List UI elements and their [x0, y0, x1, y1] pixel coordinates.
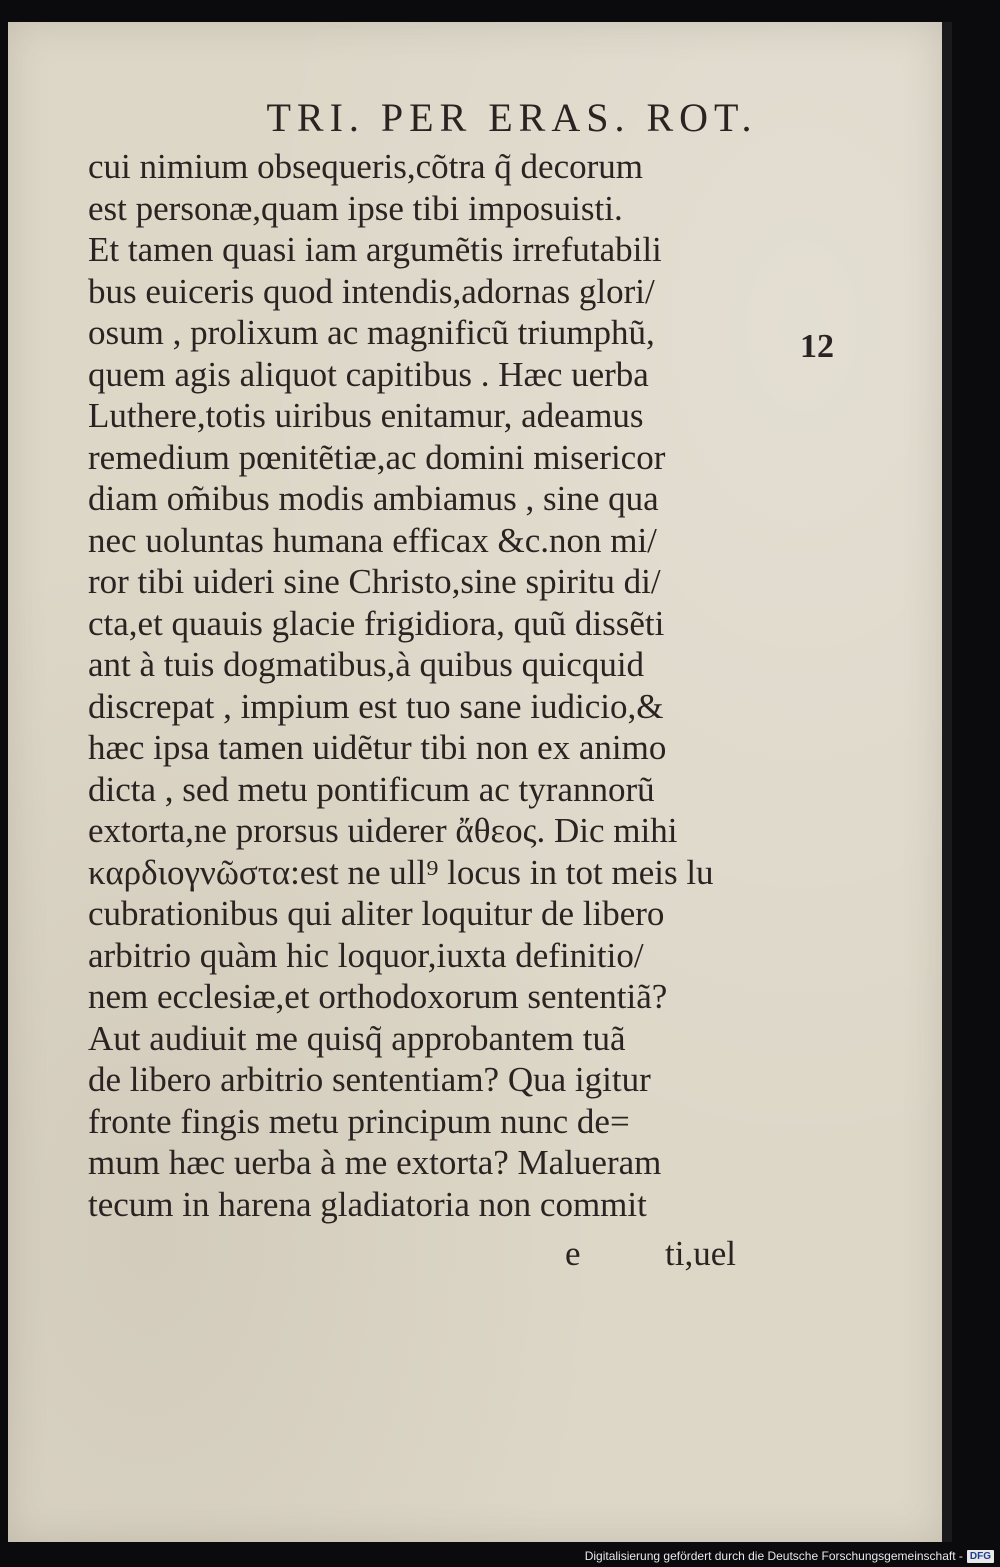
- folio-number: 12: [800, 328, 834, 365]
- text-line: nec uoluntas humana efficax &c.non mi/: [88, 520, 657, 560]
- digitization-footer: [585, 1548, 994, 1564]
- text-line: quem agis aliquot capitibus . Hæc uerba: [88, 354, 649, 394]
- running-head: TRI. PER ERAS. ROT.: [266, 95, 758, 140]
- footer-credit-text: Digitalisierung gefördert durch die Deutsche Forschungsgemeinschaft -: [584, 1549, 963, 1563]
- text-line: nem ecclesiæ,et orthodoxorum sententiã?: [88, 977, 668, 1016]
- signature-mark: e: [565, 1234, 581, 1273]
- text-line: dicta , sed metu pontificum ac tyrannorũ: [88, 769, 655, 809]
- text-line: ror tibi uideri sine Christo,sine spiritu di/: [88, 562, 661, 601]
- text-line: Aut audiuit me quisq̃ approbantem tuã: [88, 1018, 626, 1058]
- text-line: bus euiceris quod intendis,adornas glori/: [88, 271, 655, 311]
- text-line: hæc ipsa tamen uidẽtur tibi non ex animo: [88, 728, 667, 767]
- text-line: Luthere,totis uiribus enitamur, adeamus: [88, 396, 644, 435]
- dfg-logo-icon: DFG: [967, 1550, 994, 1563]
- main-text-block: [88, 146, 778, 1225]
- text-line: remedium pœnitẽtiæ,ac domini misericor: [88, 437, 666, 477]
- text-line: extorta,ne prorsus uiderer ἄθεος. Dic mihi: [88, 811, 678, 850]
- text-line: καρδιογνῶστα:est ne ull⁹ locus in tot meis lu: [88, 852, 714, 892]
- text-line: cui nimium obsequeris,cõtra q̃ decorum: [88, 147, 643, 186]
- text-line: de libero arbitrio sententiam? Qua igitur: [88, 1060, 651, 1099]
- text-line: osum , prolixum ac magnificũ triumphũ,: [88, 313, 655, 352]
- text-line: cubrationibus qui aliter loquitur de libero: [88, 894, 665, 933]
- text-line: ant à tuis dogmatibus,à quibus quicquid: [88, 645, 645, 684]
- text-line: arbitrio quàm hic loquor,iuxta definitio/: [88, 935, 644, 975]
- text-line: discrepat , impium est tuo sane iudicio,&: [88, 686, 664, 726]
- text-line: Et tamen quasi iam argumẽtis irrefutabili: [88, 230, 662, 269]
- text-line: tecum in harena gladiatoria non commit: [88, 1184, 647, 1224]
- catchword: ti,uel: [665, 1234, 736, 1273]
- text-line: fronte fingis metu principum nunc de=: [88, 1101, 630, 1141]
- page-edge-shadow: [942, 22, 952, 1542]
- text-line: mum hæc uerba à me extorta? Malueram: [88, 1143, 662, 1182]
- text-line: diam om̃ibus modis ambiamus , sine qua: [88, 479, 659, 518]
- text-line: est personæ,quam ipse tibi imposuisti.: [88, 188, 623, 228]
- text-line: cta,et quauis glacie frigidiora, quũ dissẽti: [88, 603, 665, 643]
